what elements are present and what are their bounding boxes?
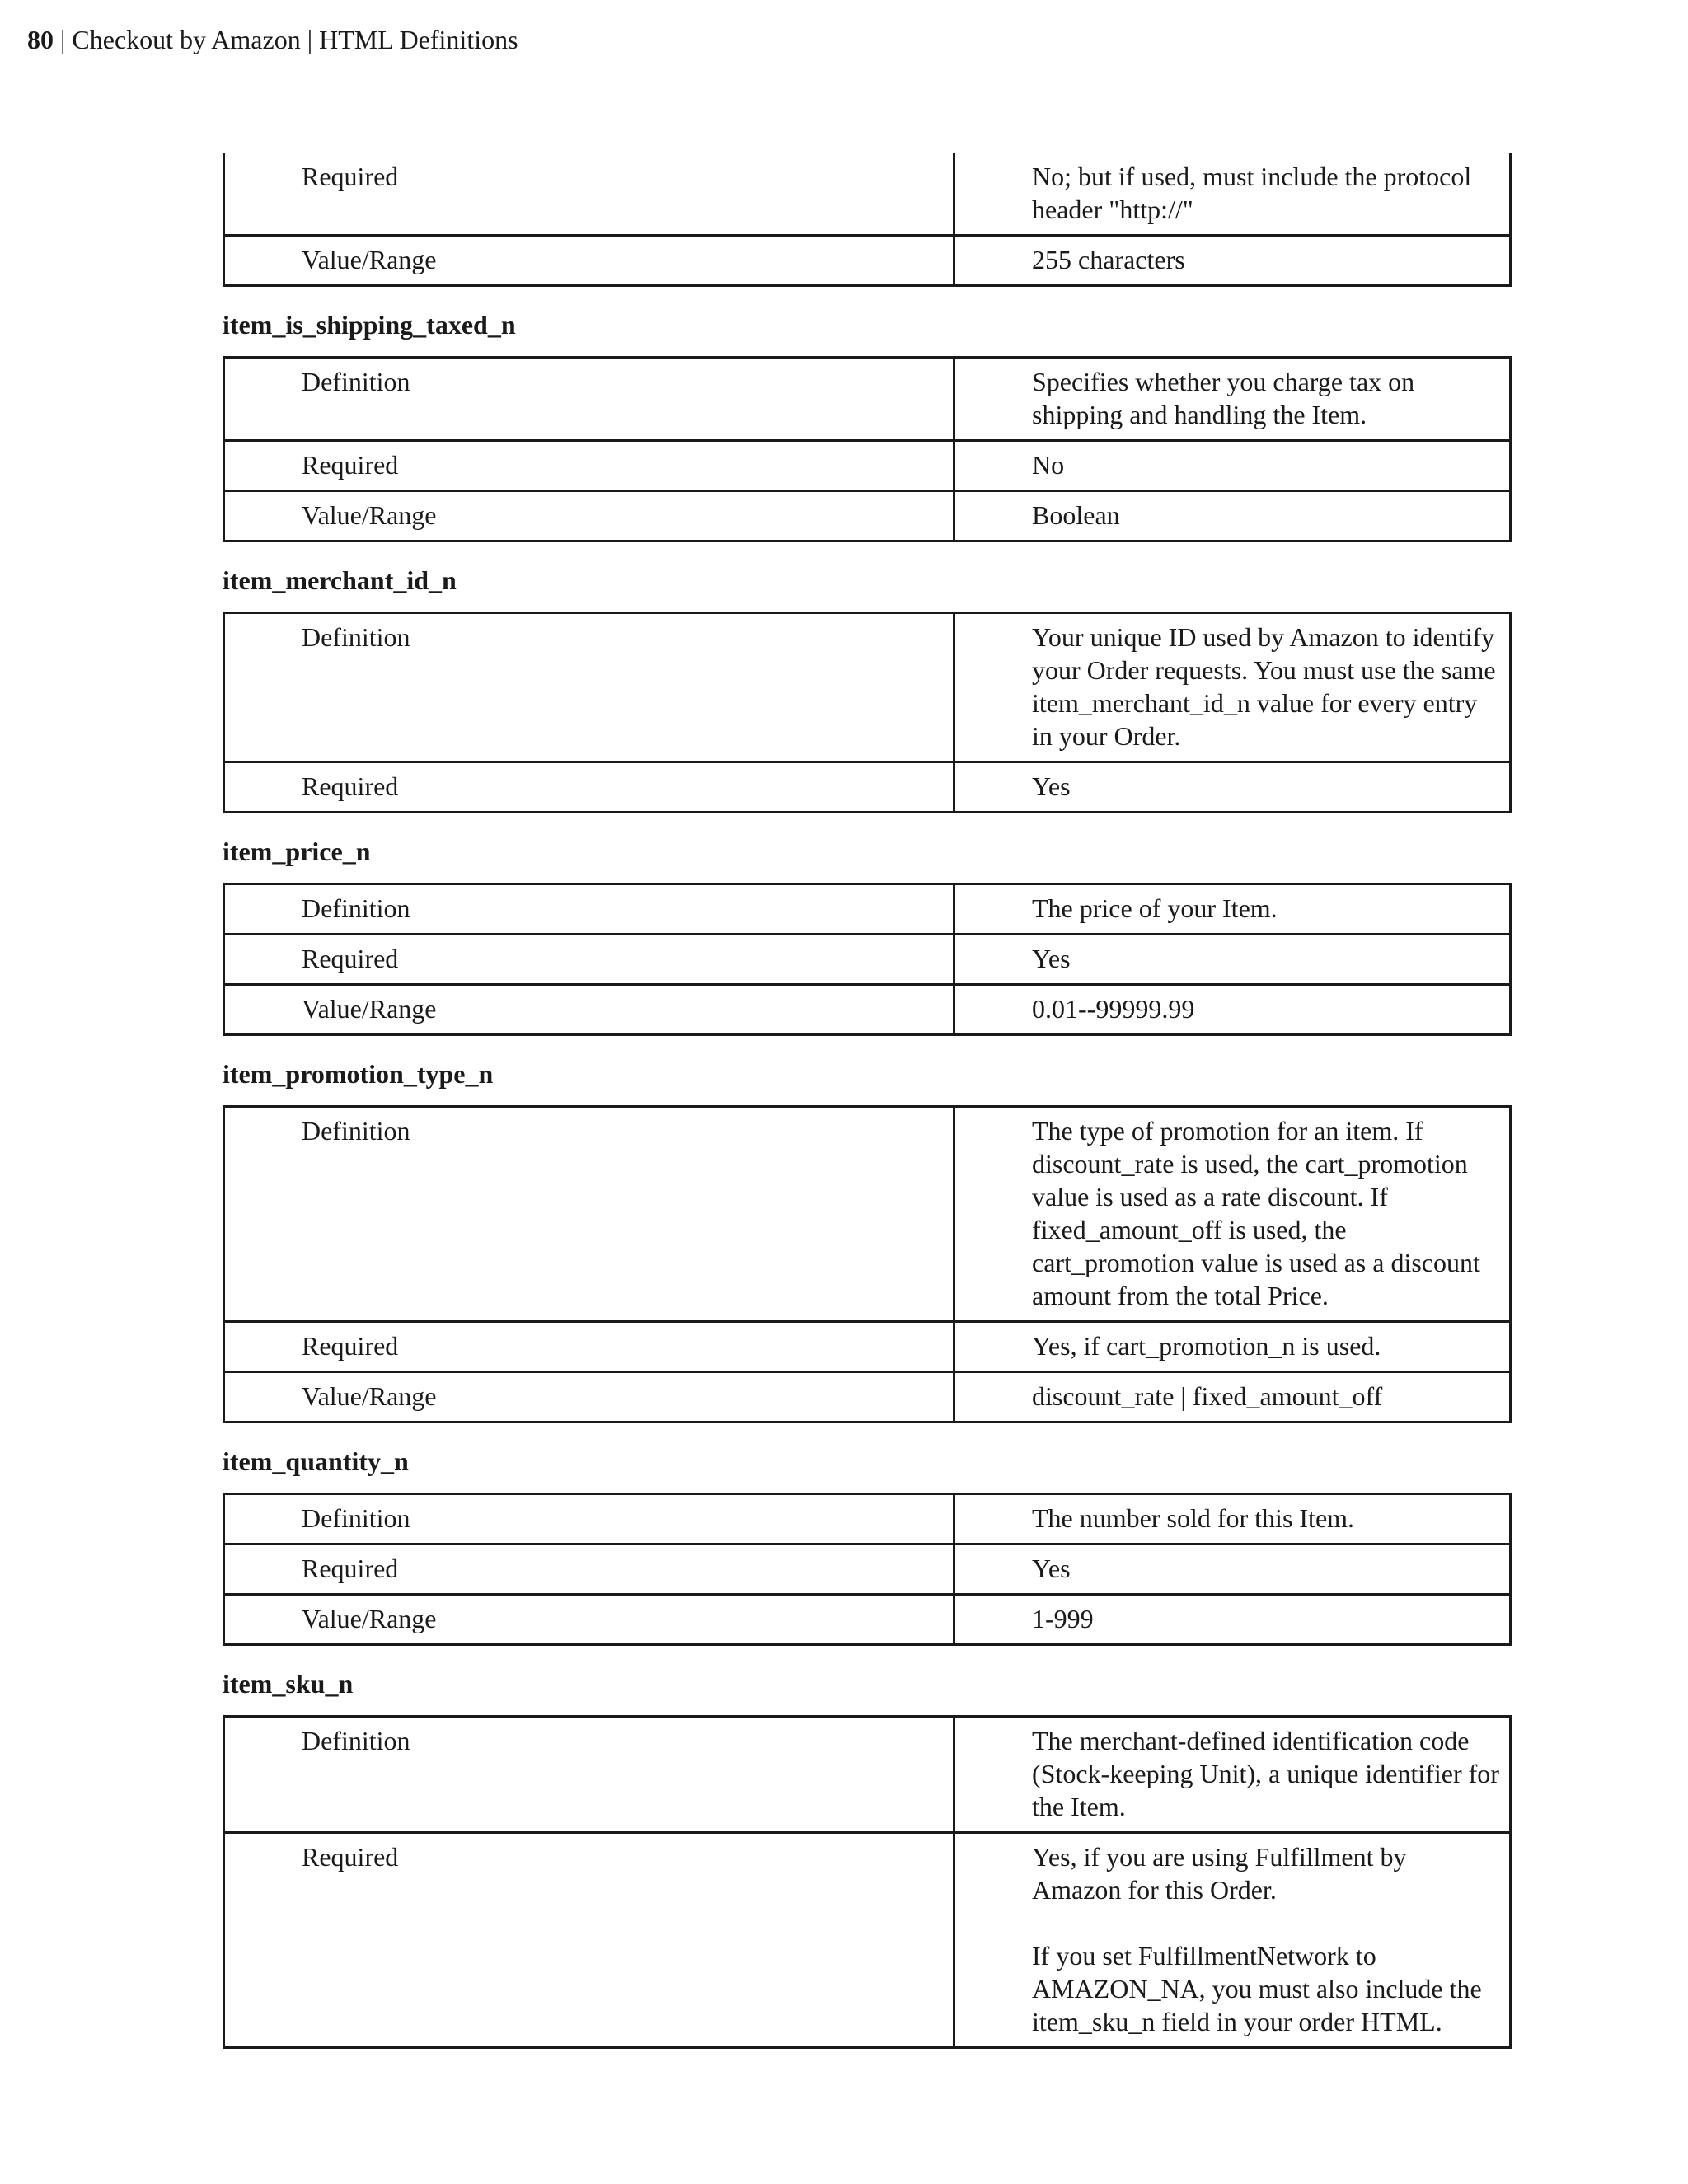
attribute-value bbox=[954, 491, 1511, 541]
definition-table bbox=[223, 1715, 1512, 2049]
table-row bbox=[224, 1544, 1511, 1595]
definition-table bbox=[223, 153, 1512, 287]
attribute-label: Required bbox=[224, 1833, 954, 2048]
attribute-value bbox=[954, 1717, 1511, 1833]
value-paragraph: Yes bbox=[1032, 1554, 1071, 1583]
table-row bbox=[224, 985, 1511, 1035]
definitions-content bbox=[223, 153, 1512, 2049]
document-title: Checkout by Amazon | HTML Definitions bbox=[72, 25, 518, 54]
value-paragraph: Yes, if you are using Fulfillment by Amazon for this Order. bbox=[1032, 1842, 1407, 1905]
value-paragraph: 0.01--99999.99 bbox=[1032, 994, 1195, 1024]
attribute-value bbox=[954, 1595, 1511, 1645]
table-row bbox=[224, 613, 1511, 762]
page-header bbox=[27, 23, 518, 56]
table-row bbox=[224, 1372, 1511, 1422]
attribute-label: Definition bbox=[224, 1717, 954, 1833]
field-name-heading: item_promotion_type_n bbox=[223, 1059, 494, 1089]
attribute-label: Required bbox=[224, 1544, 954, 1595]
attribute-label: Value/Range bbox=[224, 1372, 954, 1422]
attribute-value bbox=[954, 1107, 1511, 1322]
table-row bbox=[224, 1833, 1511, 2048]
table-row bbox=[224, 1322, 1511, 1372]
definition-table bbox=[223, 883, 1512, 1036]
attribute-value bbox=[954, 441, 1511, 491]
attribute-value bbox=[954, 236, 1511, 286]
page-number: 80 bbox=[27, 25, 54, 54]
value-paragraph: The price of your Item. bbox=[1032, 893, 1278, 923]
field-name-heading: item_merchant_id_n bbox=[223, 565, 457, 595]
attribute-label: Required bbox=[224, 153, 954, 236]
value-paragraph: Your unique ID used by Amazon to identify your Order requests. You must use the same item_merchant_id_n value for every entry in your Order. bbox=[1032, 622, 1496, 751]
attribute-label: Definition bbox=[224, 1494, 954, 1544]
field-name-heading: item_price_n bbox=[223, 837, 371, 866]
value-paragraph: No bbox=[1032, 450, 1065, 480]
value-paragraph: Yes, if cart_promotion_n is used. bbox=[1032, 1331, 1381, 1361]
table-row bbox=[224, 762, 1511, 813]
value-paragraph: If you set FulfillmentNetwork to AMAZON_NA, you must also include the item_sku_n field in your order HTML. bbox=[1032, 1941, 1482, 2036]
attribute-value bbox=[954, 1372, 1511, 1422]
attribute-label: Value/Range bbox=[224, 985, 954, 1035]
attribute-label: Definition bbox=[224, 613, 954, 762]
value-paragraph: discount_rate | fixed_amount_off bbox=[1032, 1381, 1383, 1411]
value-paragraph: The merchant-defined identification code (Stock-keeping Unit), a unique identifier for the Item. bbox=[1032, 1726, 1499, 1821]
value-paragraph: No; but if used, must include the protocol header "http://" bbox=[1032, 162, 1472, 224]
attribute-value bbox=[954, 358, 1511, 441]
definition-table bbox=[223, 356, 1512, 542]
value-paragraph: 1-999 bbox=[1032, 1604, 1094, 1633]
attribute-label: Required bbox=[224, 441, 954, 491]
attribute-label: Definition bbox=[224, 1107, 954, 1322]
value-paragraph: Boolean bbox=[1032, 500, 1120, 530]
table-row bbox=[224, 935, 1511, 985]
attribute-label: Value/Range bbox=[224, 1595, 954, 1645]
attribute-value bbox=[954, 762, 1511, 813]
field-name-heading: item_quantity_n bbox=[223, 1446, 409, 1476]
attribute-label: Definition bbox=[224, 884, 954, 935]
attribute-label: Required bbox=[224, 935, 954, 985]
attribute-label: Value/Range bbox=[224, 491, 954, 541]
attribute-value bbox=[954, 935, 1511, 985]
attribute-value bbox=[954, 1322, 1511, 1372]
header-separator: | bbox=[54, 25, 73, 54]
table-row bbox=[224, 1107, 1511, 1322]
attribute-value bbox=[954, 884, 1511, 935]
value-paragraph: The number sold for this Item. bbox=[1032, 1503, 1355, 1533]
field-name-heading: item_is_shipping_taxed_n bbox=[223, 310, 516, 340]
value-paragraph: Specifies whether you charge tax on shipping and handling the Item. bbox=[1032, 367, 1415, 429]
field-name-heading: item_sku_n bbox=[223, 1669, 354, 1699]
definition-table bbox=[223, 1493, 1512, 1646]
table-row bbox=[224, 153, 1511, 236]
value-paragraph: Yes bbox=[1032, 944, 1071, 973]
table-row bbox=[224, 358, 1511, 441]
value-paragraph: Yes bbox=[1032, 771, 1071, 801]
table-row bbox=[224, 491, 1511, 541]
value-paragraph: The type of promotion for an item. If discount_rate is used, the cart_promotion value is used as a rate discount. If fixed_amount_off is used, the cart_promotion value is used as a discount amount from the total Price. bbox=[1032, 1116, 1480, 1310]
attribute-label: Required bbox=[224, 1322, 954, 1372]
table-row bbox=[224, 1595, 1511, 1645]
attribute-value bbox=[954, 613, 1511, 762]
table-row bbox=[224, 884, 1511, 935]
table-row bbox=[224, 1494, 1511, 1544]
attribute-value bbox=[954, 1544, 1511, 1595]
attribute-value bbox=[954, 1833, 1511, 2048]
table-row bbox=[224, 441, 1511, 491]
definition-table bbox=[223, 1105, 1512, 1423]
table-row bbox=[224, 1717, 1511, 1833]
attribute-label: Value/Range bbox=[224, 236, 954, 286]
definition-table bbox=[223, 612, 1512, 813]
attribute-value bbox=[954, 1494, 1511, 1544]
attribute-value bbox=[954, 153, 1511, 236]
attribute-label: Required bbox=[224, 762, 954, 813]
attribute-label: Definition bbox=[224, 358, 954, 441]
attribute-value bbox=[954, 985, 1511, 1035]
value-paragraph: 255 characters bbox=[1032, 245, 1185, 274]
table-row bbox=[224, 236, 1511, 286]
